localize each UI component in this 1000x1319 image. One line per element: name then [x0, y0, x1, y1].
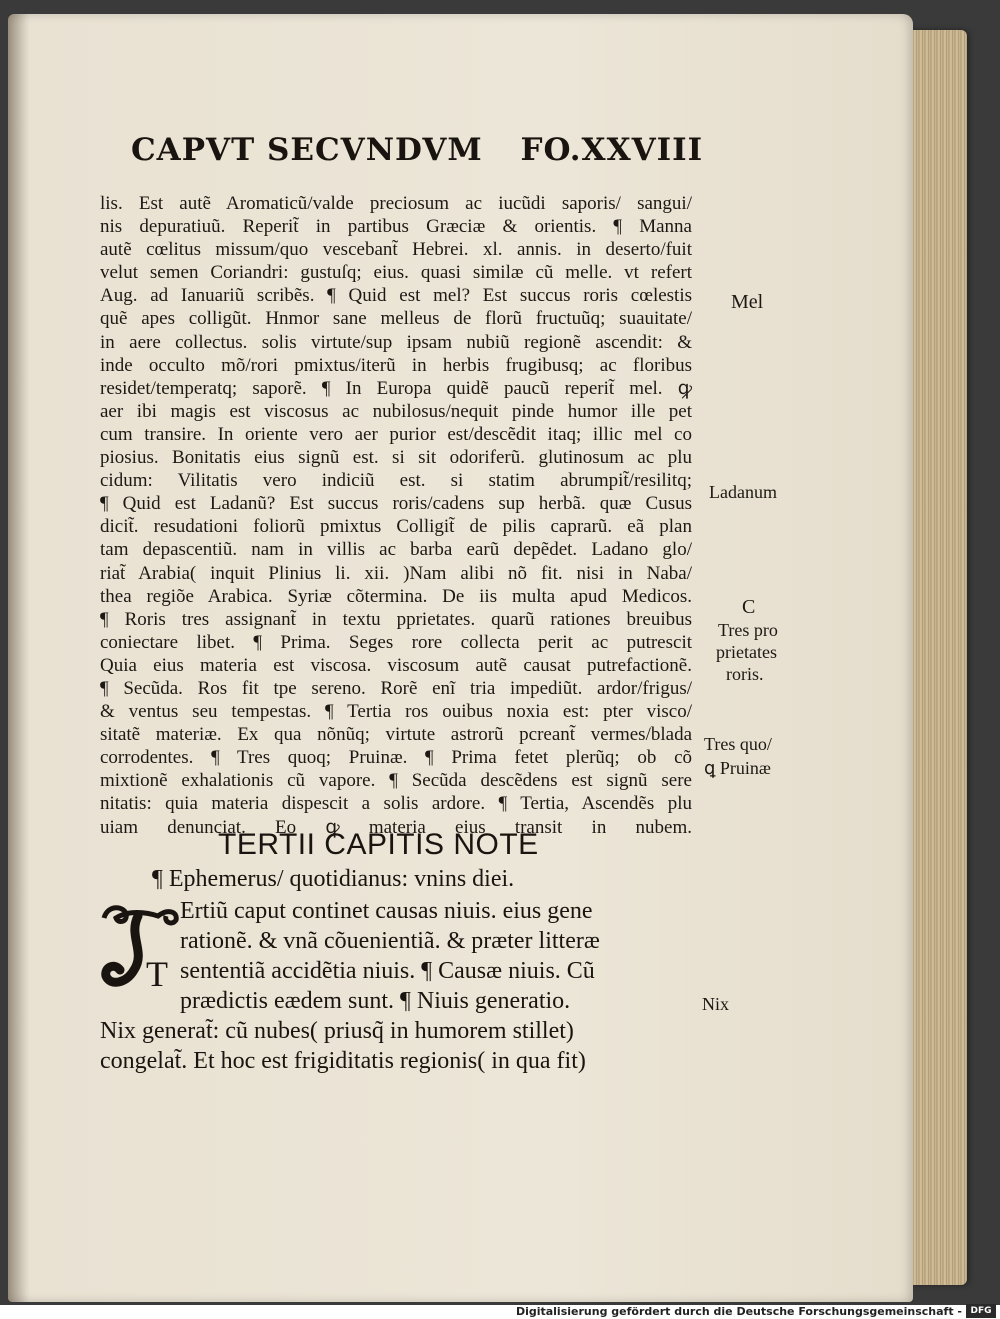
- initial-stem: [106, 916, 139, 982]
- chapter-title: CAPVT SECVNDVM: [131, 132, 483, 168]
- initial-letter: T: [146, 954, 168, 994]
- folio-number: FO.XXVIII: [520, 132, 704, 168]
- pilcrow-mark: C: [742, 596, 756, 618]
- text-line: in aere collectus. solis virtute/sup ipsam nubiũ regionẽ ascendit: &: [100, 331, 692, 353]
- text-line: cidum: Vilitatis vero indiciũ est. si statim abrumpit̃/resilitq;: [100, 470, 692, 492]
- text-line: quẽ apes colligũt. Hnmor sane melleus de florũ fructuũq; suauitate/: [100, 308, 692, 330]
- text-line: inde occulto mõ/rori pmixtus/iterũ in herbis frugibusq; ac floribus: [100, 354, 692, 376]
- text-line: tam depascentiũ. nam in villis ac barba earũ depẽdet. Ladano glo/: [100, 539, 692, 561]
- margin-note-roris: roris.: [726, 664, 764, 684]
- text-line: riat̃ Arabia( inquit Plinius li. xii. )Nam alibi nõ fit. nisi in Naba/: [100, 562, 692, 584]
- text-line: velut semen Coriandri: gustuſq; eius. quasi similæ cũ melle. vt refert: [100, 262, 692, 284]
- text-line: ¶ Roris tres assignant̃ in textu pprietates. quarũ rationes breuibus: [100, 608, 692, 630]
- text-line: Aug. ad Ianuariũ scribẽs. ¶ Quid est mel? Est succus roris cœlestis: [100, 285, 692, 307]
- text-line: residet/temperatq; saporẽ. ¶ In Europa quidẽ paucũ reperit̃ mel. ꝙ: [100, 377, 692, 399]
- text-line: dicit̃. resudationi foliorũ pmixtus Colligit̃ de pilis caprarũ. eã plan: [100, 516, 692, 538]
- gutter-shadow: [8, 14, 30, 1302]
- text-line: autẽ cœlitus missum/quo vescebant̃ Hebrei. xl. annis. in deserto/fuit: [100, 239, 692, 261]
- gloss-line: ¶ Ephemerus/ quotidianus: vnins diei.: [152, 866, 515, 892]
- book-fore-edge: [905, 30, 967, 1285]
- large-line-3: sententiã accidẽtia niuis. ¶ Causæ niuis. Cũ: [180, 958, 595, 984]
- section-heading: TERTII CAPITIS NOTE: [218, 828, 539, 861]
- text-line: thea regiõe Arabica. Syriæ cõtermina. De iis multa apud Medicos.: [100, 585, 692, 607]
- text-line: Quia eius materia est viscosa. viscosum autẽ causat putrefactionẽ.: [100, 654, 692, 676]
- text-line: corrodentes. ¶ Tres quoq; Pruinæ. ¶ Prima fetet plerũq; ob cõ: [100, 747, 692, 769]
- dfg-logo: DFG: [966, 1304, 996, 1318]
- text-line: aer ibi magis est viscosus ac nubilosus/nequit pinde humor ille pet: [100, 400, 692, 422]
- text-line: nitatis: quia materia dispescit a solis ardore. ¶ Tertia, Ascendẽs plu: [100, 793, 692, 815]
- decorated-initial: [98, 900, 180, 996]
- text-line: nis depuratiuũ. Reperit̃ in partibus Græciæ & orientis. ¶ Manna: [100, 216, 692, 238]
- text-line: ¶ Secũda. Ros fit tpe sereno. Rorẽ enĩ tria impediũt. ardor/frigus/: [100, 677, 692, 699]
- margin-note-tres-pro: Tres pro: [718, 620, 778, 640]
- margin-note-pruinae: ꝗ Pruinæ: [704, 758, 771, 778]
- large-line-4: prædictis eædem sunt. ¶ Niuis generatio.: [180, 988, 571, 1014]
- text-line: cum transire. In oriente vero aer purior est/descẽdit itaq; illic mel co: [100, 423, 692, 445]
- text-line: & ventus seu tempestas. ¶ Tertia ros ouibus noxia est: pter visco/: [100, 701, 692, 723]
- large-line-6: congelat̃. Et hoc est frigiditatis regionis( in qua fit): [100, 1048, 586, 1074]
- margin-note-nix: Nix: [702, 994, 729, 1014]
- large-line-2: rationẽ. & vnã cõuenientiã. & præter litteræ: [180, 928, 600, 954]
- text-line: uiam denunciat. Eo ꝙ materia eius transit in nubem.: [100, 816, 692, 838]
- margin-note-prietates: prietates: [716, 642, 777, 662]
- text-line: coniectare libet. ¶ Prima. Seges rore collecta perit ac putrescit: [100, 631, 692, 653]
- text-line: piosius. Bonitatis eius signũ est. si sit odoriferũ. glutinosum ac plu: [100, 447, 692, 469]
- text-line: ¶ Quid est Ladanũ? Est succus roris/cadens sup herbã. quæ Cusus: [100, 493, 692, 515]
- main-text-block: [100, 192, 692, 839]
- text-line: lis. Est autẽ Aromaticũ/valde preciosum ac iucũdi saporis/ sangui/: [100, 193, 692, 214]
- margin-note-tres-quo: Tres quo/: [704, 734, 772, 754]
- margin-note-mel: Mel: [731, 291, 764, 313]
- text-line: mixtionẽ exhalationis cũ vapore. ¶ Secũda descẽdens est signũ sere: [100, 770, 692, 792]
- running-header: [131, 132, 729, 168]
- large-line-1: Ertiũ caput continet causas niuis. eius gene: [180, 898, 593, 924]
- large-line-5: Nix generat̃: cũ nubes( priusq̃ in humorem stillet): [100, 1018, 574, 1044]
- text-line: sitatẽ materiæ. Ex qua nõnũq; virtute astrorũ pcreant̃ vermes/blada: [100, 724, 692, 746]
- margin-note-ladanum: Ladanum: [709, 482, 777, 502]
- digitization-credit: Digitalisierung gefördert durch die Deutsche Forschungsgemeinschaft -: [515, 1305, 962, 1318]
